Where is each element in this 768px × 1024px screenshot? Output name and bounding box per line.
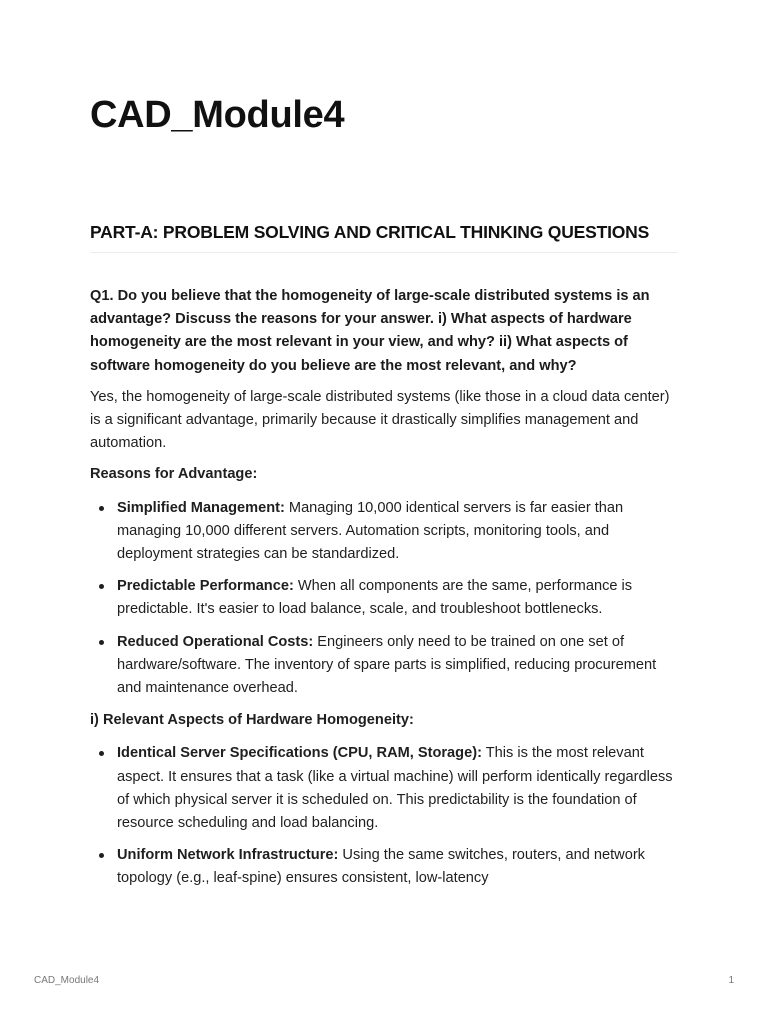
hardware-list [90,742,680,890]
question-text: Q1. Do you believe that the homogeneity of large-scale distributed systems is an advantage? Discuss the reasons for your answer. i) What aspects of hardware homogeneity are the most relevant in your view, and why? ii) What aspects of software homogeneity do you believe are the most relevant, and why? [90,288,650,374]
list-item-term: Predictable Performance: [117,578,294,595]
bullet-icon [99,640,104,645]
list-item [90,575,680,621]
list-item-text: This is the most relevant aspect. It ensures that a task (like a virtual machine) will perform identically regardless of which physical server it is scheduled on. This predictability is the foundation of resource scheduling and load balancing. [117,745,673,832]
bullet-icon [99,584,104,589]
list-item-term: Reduced Operational Costs: [117,633,314,650]
list-item-term: Uniform Network Infrastructure: [117,847,339,864]
list-item [90,497,680,567]
footer-document-name: CAD_Module4 [34,975,100,986]
list-item [90,742,680,835]
list-item [90,631,680,701]
bullet-icon [99,751,104,756]
answer-intro: Yes, the homogeneity of large-scale distributed systems (like those in a cloud data center) is a significant advantage, primarily because it drastically simplifies management and automation. [90,388,670,452]
section-heading: PART-A: PROBLEM SOLVING AND CRITICAL THINKING QUESTIONS [90,220,678,253]
bullet-icon [99,853,104,858]
list-item-term: Simplified Management: [117,499,285,516]
bullet-icon [99,506,104,511]
footer-page-number: 1 [728,975,734,986]
reasons-heading: Reasons for Advantage: [90,466,258,483]
list-item-text: Engineers only need to be trained on one set of hardware/software. The inventory of spare parts is simplified, reducing procurement and maintenance overhead. [117,633,657,697]
list-item [90,844,680,890]
list-item-term: Identical Server Specifications (CPU, RAM, Storage): [117,745,482,762]
hardware-heading: i) Relevant Aspects of Hardware Homogeneity: [90,712,414,729]
document-title: CAD_Module4 [90,94,345,136]
reasons-list [90,497,680,701]
list-item-text: When all components are the same, performance is predictable. It's easier to load balance, scale, and troubleshoot bottlenecks. [117,578,633,618]
document-content [90,285,680,900]
list-item-text: Managing 10,000 identical servers is far easier than managing 10,000 different servers. Automation scripts, monitoring tools, and deployment strategies can be standardized. [117,499,624,563]
list-item-text: Using the same switches, routers, and network topology (e.g., leaf-spine) ensures consistent, low-latency [117,847,645,887]
